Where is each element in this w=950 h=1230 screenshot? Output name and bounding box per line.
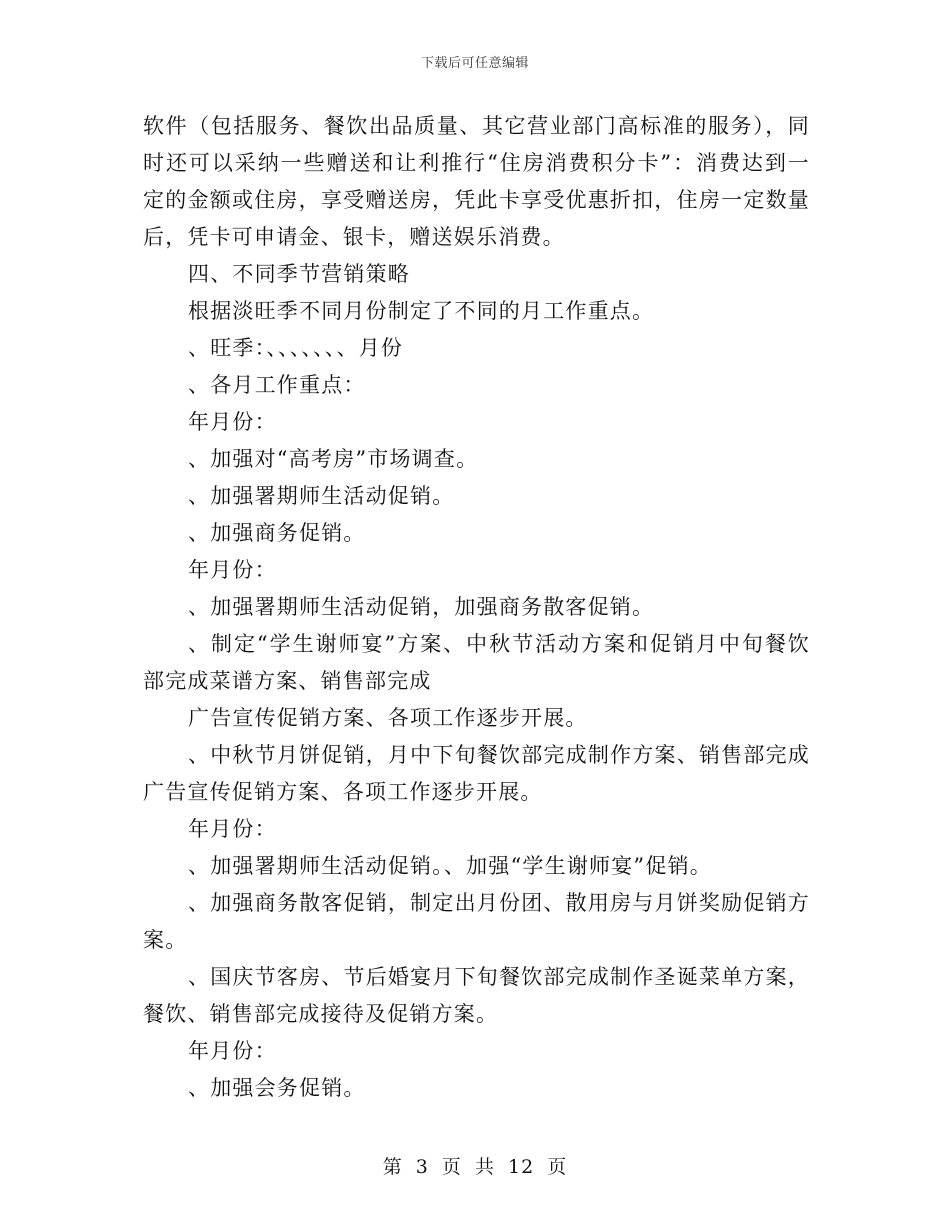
page-header: 下载后可任意编辑 bbox=[420, 56, 529, 71]
paragraph: 软件（包括服务、餐饮出品质量、其它营业部门高标准的服务），同时还可以采纳一些赠送和让利推行“住房消费积分卡”：消费达到一定的金额或住房，享受赠送房，凭此卡享受优惠折扣，住房一定数量后，凭卡可申请金、银卡，赠送娱乐消费。 bbox=[143, 114, 810, 249]
document-body bbox=[143, 108, 810, 1107]
month-heading: 年月份： bbox=[188, 1039, 277, 1063]
list-item: 广告宣传促销方案、各项工作逐步开展。 bbox=[188, 706, 588, 730]
month-heading: 年月份： bbox=[188, 410, 277, 434]
list-item: 、加强商务促销。 bbox=[188, 521, 366, 545]
list-item: 、制定“学生谢师宴”方案、中秋节活动方案和促销月中旬餐饮部完成菜谱方案、销售部完成 bbox=[143, 632, 810, 693]
page-footer: 第 3 页 共 12 页 bbox=[382, 1156, 568, 1178]
list-item: 、加强会务促销。 bbox=[188, 1076, 366, 1100]
month-heading: 年月份： bbox=[188, 558, 277, 582]
list-item: 、加强署期师生活动促销。、加强“学生谢师宴”促销。 bbox=[188, 854, 712, 878]
month-heading: 年月份： bbox=[188, 817, 277, 841]
paragraph: 根据淡旺季不同月份制定了不同的月工作重点。 bbox=[188, 299, 655, 323]
section-heading: 四、不同季节营销策略 bbox=[188, 262, 410, 286]
list-item: 、中秋节月饼促销，月中下旬餐饮部完成制作方案、销售部完成广告宣传促销方案、各项工作逐步开展。 bbox=[143, 743, 810, 804]
list-item: 、加强署期师生活动促销。 bbox=[188, 484, 455, 508]
paragraph: 、旺季：、、、、、、、月份 bbox=[188, 336, 404, 360]
list-item: 、加强商务散客促销，制定出月份团、散用房与月饼奖励促销方案。 bbox=[143, 891, 810, 952]
list-item: 、加强对“高考房”市场调查。 bbox=[188, 447, 479, 471]
paragraph: 、各月工作重点： bbox=[188, 373, 366, 397]
list-item: 、加强署期师生活动促销，加强商务散客促销。 bbox=[188, 595, 655, 619]
list-item: 、国庆节客房、节后婚宴月下旬餐饮部完成制作圣诞菜单方案，餐饮、销售部完成接待及促销方案。 bbox=[143, 965, 810, 1026]
